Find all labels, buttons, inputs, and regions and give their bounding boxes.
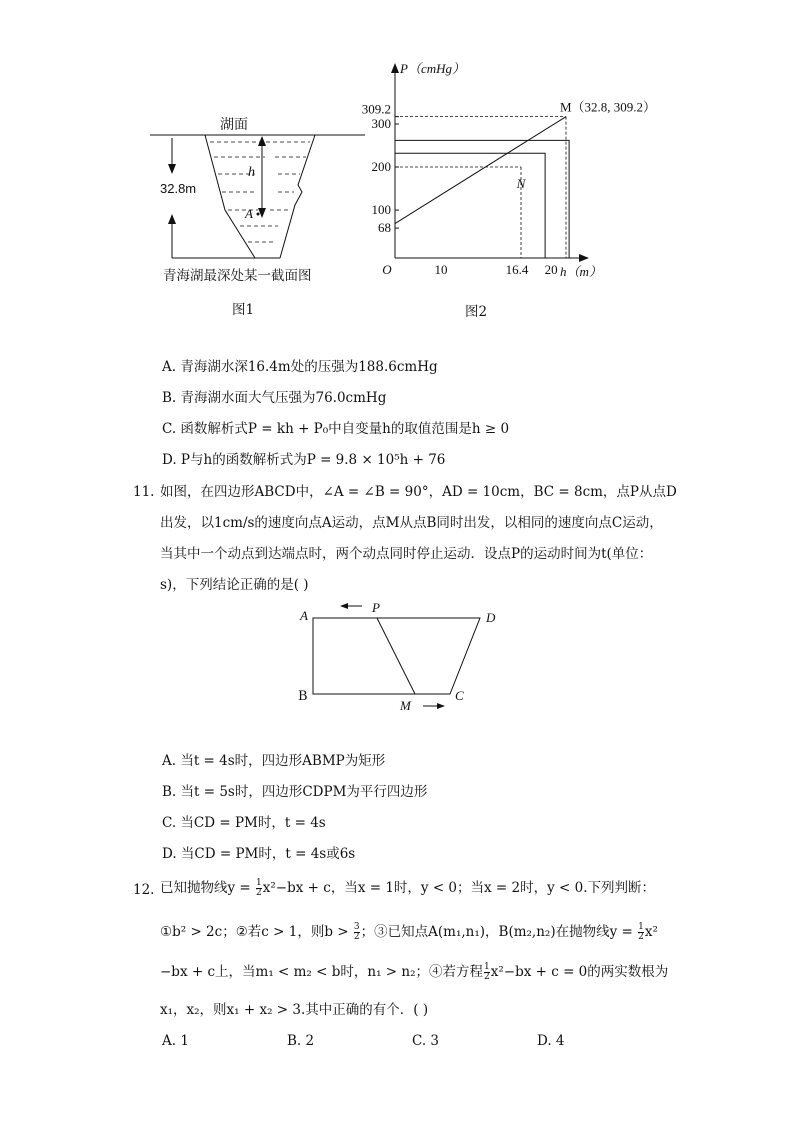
water-dashes [210,142,310,242]
origin-label: O [382,262,392,277]
point-n-label: N [516,175,526,191]
arrow-m-head [437,703,445,709]
y-tick-label-2: 200 [371,159,391,174]
q11-option-a: A. 当t = 4s时，四边形ABMP为矩形 [162,753,386,769]
q12-line-2 [160,922,658,942]
arrow-p-head [340,603,348,609]
figure-1-label: 图1 [232,302,255,318]
depth-arrowhead-up [168,214,176,224]
segment-pm [377,618,415,694]
q11-line-2: 出发，以1cm/s的速度向点A运动，点M从点B同时出发，以相同的速度向点C运动， [160,515,663,531]
vertex-c-label: C [455,688,464,703]
h-label: h [248,165,255,180]
y-tick-label-4: 309.2 [361,101,391,117]
figure-1-lake-cross-section [140,100,380,320]
q11-line-1: 如图，在四边形ABCD中，∠A = ∠B = 90°，AD = 10cm，BC = 8cm，点P从点D [160,484,677,500]
figure-2-label: 图2 [465,304,488,320]
x-tick-label-0: 10 [434,262,448,277]
q12-line-2-start: ①b² > 2c；②若c > 1，则b > [160,924,353,940]
lake-right-bank [280,135,315,258]
x-axis-label: h（m） [560,264,602,279]
q12-line-3-end: x²−bx + c = 0的两实数根为 [490,964,669,980]
q12-line-1-start: 已知抛物线y = [160,880,256,896]
y-axis-arrow [391,63,399,73]
x-tick-label-2: 20 [544,262,558,277]
q12-option-c: C. 3 [412,1033,440,1049]
q12-line-3-start: −bx + c上，当m₁ < m₂ < b时，n₁ > n₂；④若方程 [160,964,483,980]
y-tick-label-3: 300 [371,116,391,131]
fraction-one-half: $\frac{1}{2}$ [256,878,262,898]
q12-option-d: D. 4 [537,1033,565,1049]
q12-line-4: x₁，x₂，则x₁ + x₂ > 3.其中正确的有个．( ) [160,1002,429,1018]
q12-option-b: B. 2 [287,1033,315,1049]
series-line-p-h [395,117,566,224]
q10-option-d: D. P与h的函数解析式为P = 9.8 × 10⁵h + 76 [162,452,446,468]
y-tick-label-1: 100 [371,202,391,218]
fraction-one-half-3: $\frac{1}{2}$ [484,962,490,982]
box-line-20 [395,153,545,258]
fraction-one-half-2: $\frac{1}{2}$ [638,922,644,942]
q10-option-c: C. 函数解析式P = kh + P₀中自变量h的取值范围是h ≥ 0 [162,421,510,437]
q12-line-1-end: x²−bx + c，当x = 1时，y < 0；当x = 2时，y < 0.下列判断： [262,880,656,896]
depth-label: 32.8m [160,181,197,196]
lake-surface-label: 湖面 [220,117,248,133]
vertex-d-label: D [486,610,496,625]
q11-line-3: 当其中一个动点到达端点时，两个动点同时停止运动．设点P的运动时间为t(单位： [160,546,653,562]
vertex-b-label: B [298,689,308,704]
y-axis-label: P（cmHg） [400,61,465,76]
q12-line-2-end: x² [644,924,658,940]
lake-left-bank [205,135,255,258]
q11-option-c: C. 当CD = PM时，t = 4s [162,815,326,831]
q12-line-3 [160,962,668,982]
q12-line-1 [160,878,655,898]
h-arrow-head-down [258,208,266,218]
q10-option-a: A. 青海湖水深16.4m处的压强为188.6cmHg [162,359,438,375]
figure-1-caption: 青海湖最深处某一截面图 [163,268,312,284]
q12-option-a: A. 1 [162,1033,189,1049]
q12-line-2-middle: ；③已知点A(m₁,n₁)，B(m₂,n₂)在抛物线y = [360,924,638,940]
point-m-label: M [400,698,411,713]
point-m-label: M（32.8, 309.2） [559,99,657,115]
h-arrow-head-up [258,136,266,146]
depth-arrowhead-down [168,164,176,174]
vertex-a-label: A [300,608,308,623]
q12-number: 12. [133,882,155,898]
x-tick-label-1: 16.4 [505,262,529,277]
q10-option-b: B. 青海湖水面大气压强为76.0cmHg [162,390,387,406]
y-tick-label-0: 68 [378,220,391,236]
q11-option-d: D. 当CD = PM时，t = 4s或6s [162,846,356,862]
figure-2-pressure-chart [350,55,657,285]
q11-number: 11. [133,484,155,500]
point-a-dot [257,213,260,216]
x-axis-arrow [579,254,589,262]
q11-line-4: s)，下列结论正确的是( ) [160,577,309,593]
chart-marks [362,61,656,279]
box-line-outer [395,140,569,258]
point-p-label: P [372,600,380,615]
fraction-three-halves: $\frac{3}{2}$ [353,922,360,942]
q11-option-b: B. 当t = 5s时，四边形CDPM为平行四边形 [162,784,428,800]
point-a-label: A [245,206,253,221]
